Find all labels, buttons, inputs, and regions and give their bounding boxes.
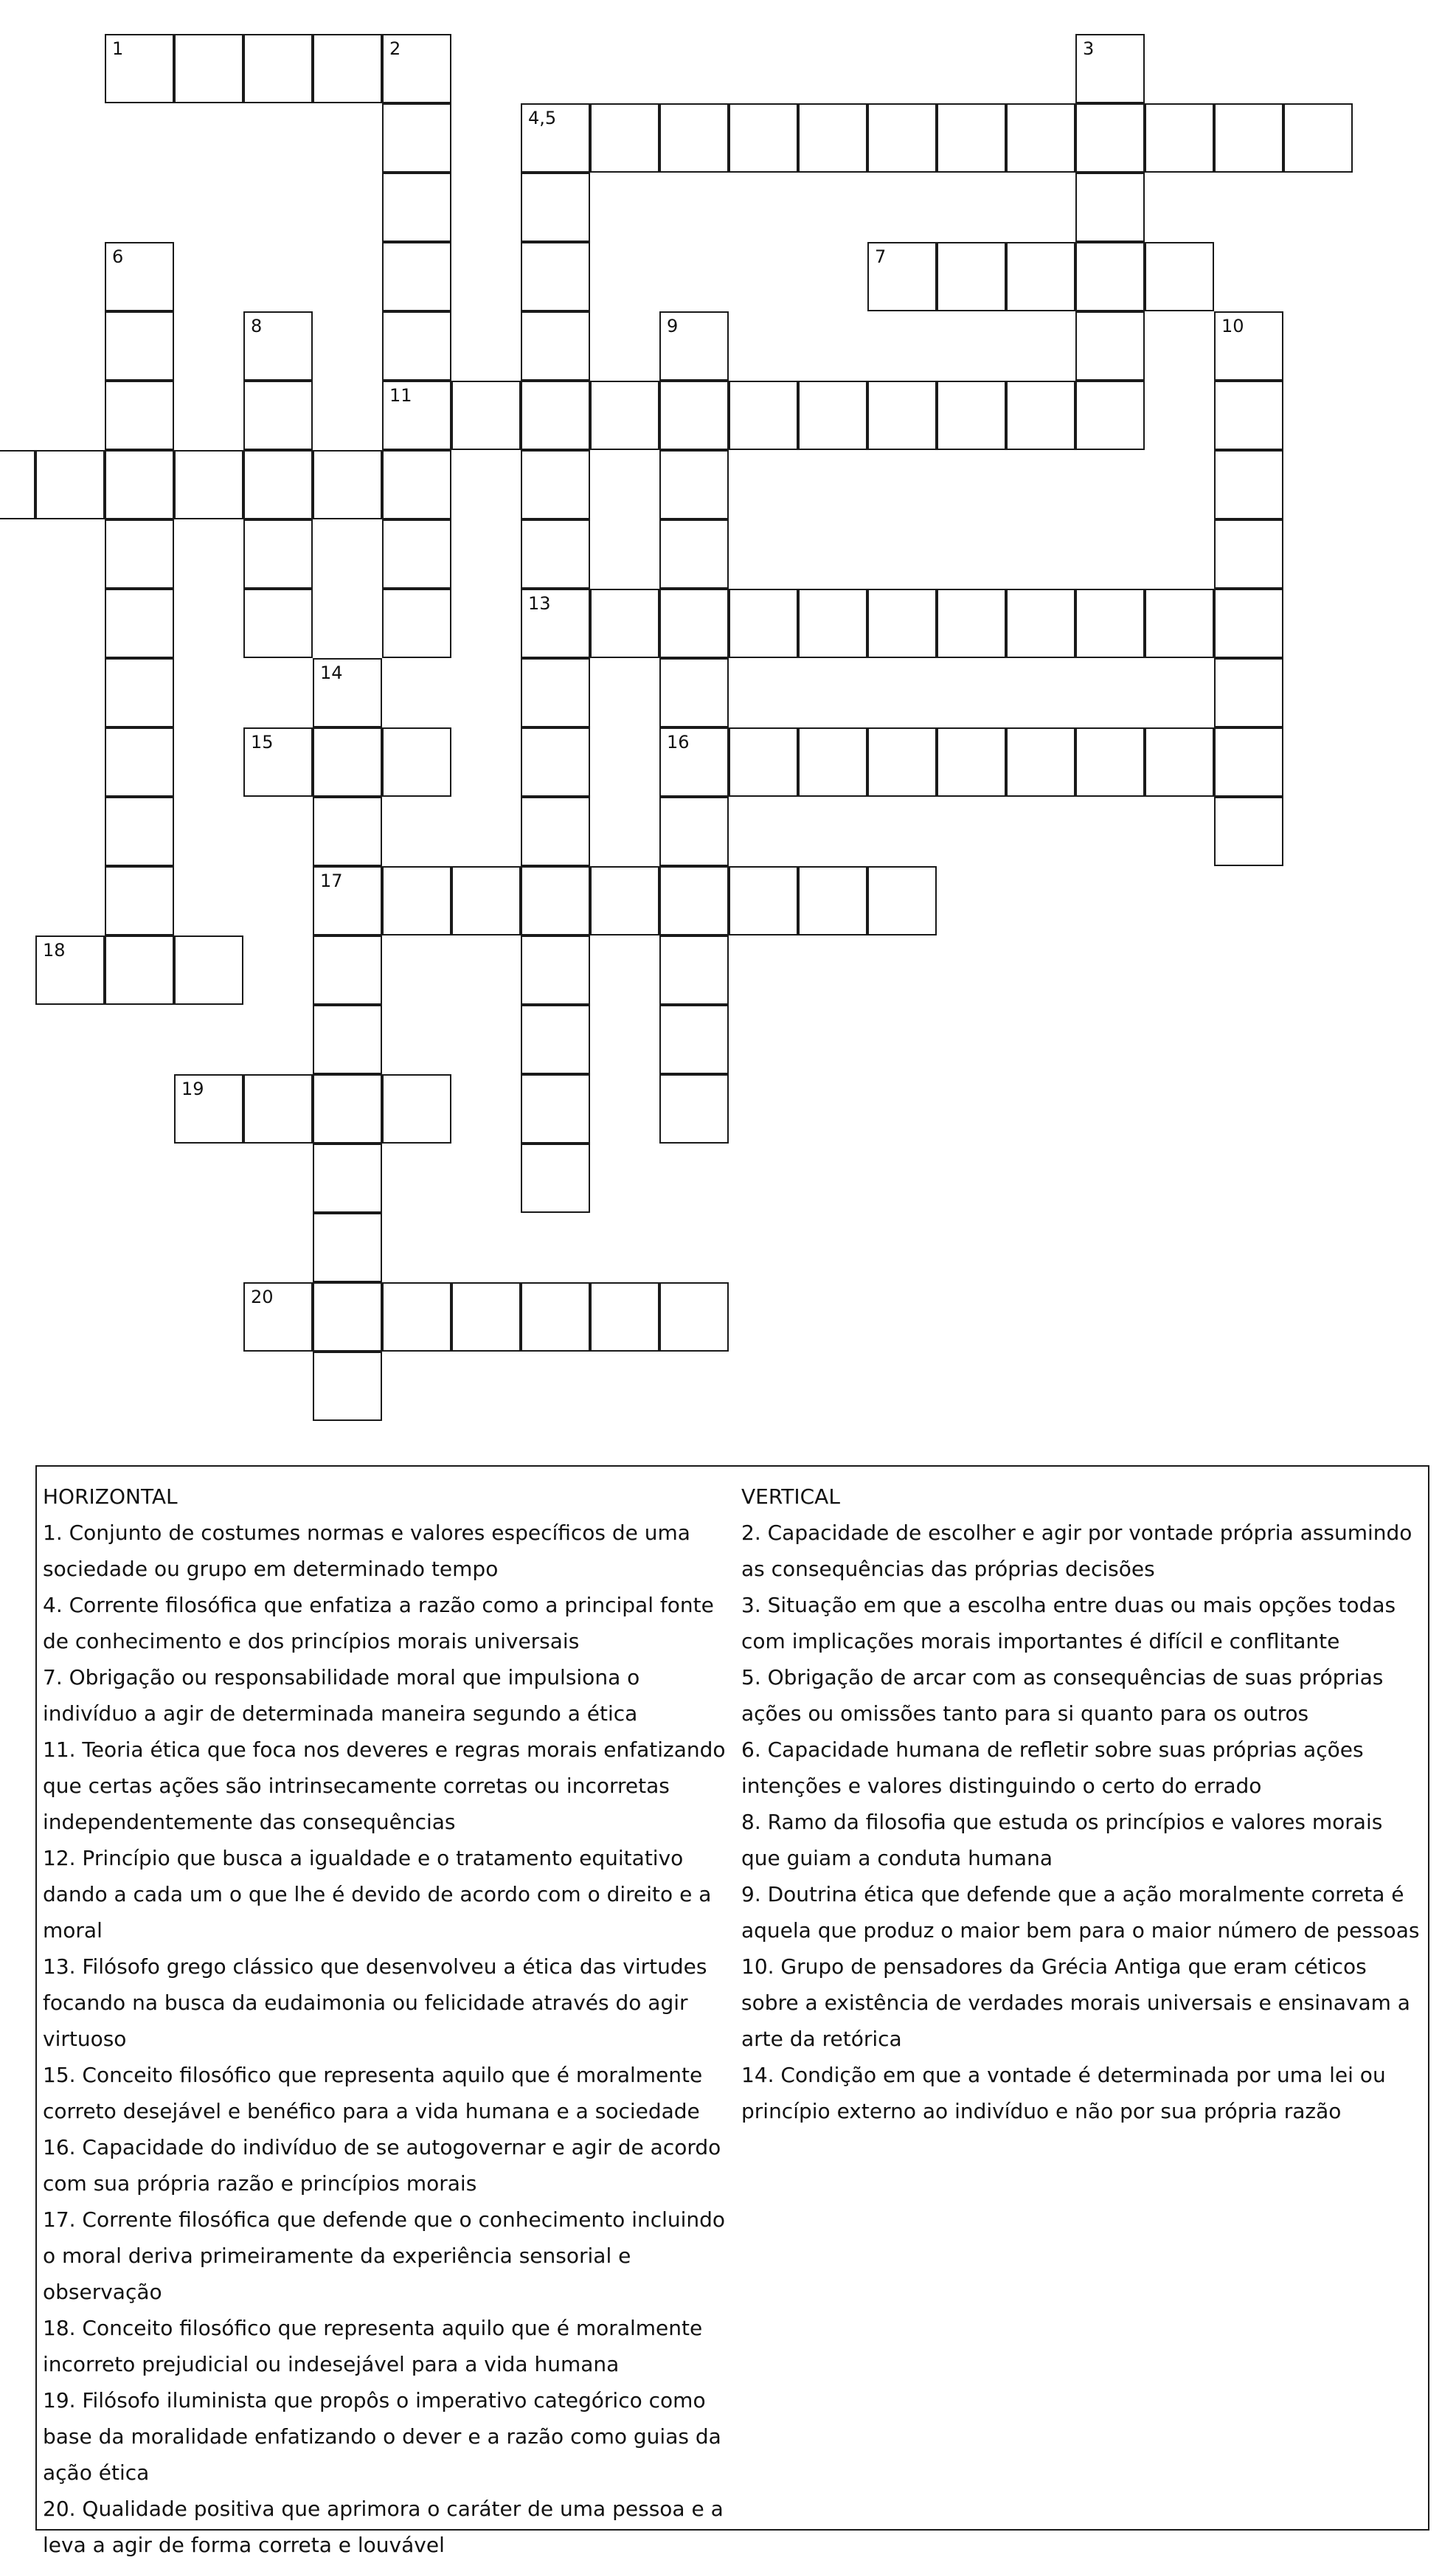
grid-cell[interactable] [867,727,937,797]
grid-cell[interactable] [313,1074,382,1144]
grid-cell[interactable] [1214,103,1283,173]
vertical-heading: VERTICAL [741,1484,840,1509]
grid-cell[interactable] [798,589,867,658]
grid-cell[interactable] [382,242,451,311]
clue-number: 19 [181,1079,204,1099]
clue-h-16: 16. Capacidade do indivíduo de se autogovernar e agir de acordo com sua própria razão e princípios morais [43,2135,721,2196]
grid-cell[interactable] [729,727,798,797]
grid-cell[interactable] [382,103,451,173]
grid-cell[interactable] [659,1074,729,1144]
grid-cell[interactable] [105,935,174,1005]
grid-cell[interactable] [659,450,729,519]
grid-cell[interactable] [659,519,729,589]
grid-cell[interactable] [105,797,174,866]
grid-cell[interactable] [937,727,1006,797]
clue-number: 11 [389,385,412,406]
grid-cell[interactable] [937,103,1006,173]
grid-cell[interactable] [521,1144,590,1213]
grid-cell[interactable] [313,866,382,935]
grid-cell[interactable] [867,381,937,450]
grid-cell[interactable] [521,1282,590,1352]
grid-cell[interactable] [313,1282,382,1352]
grid-cell[interactable] [1075,103,1145,173]
clue-h-7: 7. Obrigação ou responsabilidade moral que impulsiona o indivíduo a agir de determinada maneira segundo a ética [43,1665,640,1726]
grid-cell[interactable] [1214,381,1283,450]
grid-cell[interactable] [521,866,590,935]
grid-cell[interactable] [105,242,174,311]
clue-v-3: 3. Situação em que a escolha entre duas ou mais opções todas com implicações morais importantes é difícil e conflitante [741,1593,1396,1653]
grid-cell[interactable] [105,450,174,519]
grid-cell[interactable] [867,866,937,935]
grid-cell[interactable] [313,797,382,866]
clue-number: 17 [320,871,343,891]
clue-box [35,1465,1429,2557]
grid-cell[interactable] [659,727,729,797]
grid-cell[interactable] [1006,589,1075,658]
grid-cell[interactable] [382,173,451,242]
grid-cell[interactable] [1214,658,1283,727]
grid-cell[interactable] [729,589,798,658]
grid-cell[interactable] [243,1074,313,1144]
grid-cell[interactable] [1145,589,1214,658]
grid-cell[interactable] [382,311,451,381]
grid-cell[interactable] [659,1282,729,1352]
grid-cell[interactable] [174,34,243,103]
grid-cell[interactable] [521,727,590,797]
grid-cell[interactable] [174,450,243,519]
grid-cell[interactable] [521,311,590,381]
grid-cell[interactable] [659,1005,729,1074]
clue-number: 9 [667,316,679,336]
clue-number: 14 [320,663,343,683]
grid-cell[interactable] [659,103,729,173]
grid-cell[interactable] [729,381,798,450]
grid-cell[interactable] [313,727,382,797]
grid-cell[interactable] [867,103,937,173]
clue-v-2: 2. Capacidade de escolher e agir por vontade própria assumindo as consequências das próprias decisões [741,1521,1412,1581]
grid-cell[interactable] [521,381,590,450]
vertical-clues [741,1478,1424,2129]
grid-cell[interactable] [1214,797,1283,866]
grid-cell[interactable] [659,658,729,727]
clue-number: 15 [251,732,274,753]
grid-cell[interactable] [313,1144,382,1213]
clue-number: 20 [251,1287,274,1307]
grid-cell[interactable] [243,727,313,797]
clue-number: 3 [1083,38,1095,59]
grid-cell[interactable] [659,866,729,935]
grid-cell[interactable] [1145,103,1214,173]
clue-h-19: 19. Filósofo iluminista que propôs o imperativo categórico como base da moralidade enfatizando o dever e a razão como guias da ação ética [43,2388,721,2485]
grid-cell[interactable] [451,1282,521,1352]
grid-cell[interactable] [382,519,451,589]
grid-cell[interactable] [1214,519,1283,589]
grid-cell[interactable] [105,34,174,103]
grid-cell[interactable] [521,173,590,242]
grid-cell[interactable] [590,1282,659,1352]
grid-cell[interactable] [521,658,590,727]
grid-cell[interactable] [798,727,867,797]
grid-cell[interactable] [937,381,1006,450]
clue-h-11: 11. Teoria ética que foca nos deveres e regras morais enfatizando que certas ações são intrinsecamente corretas ou incorretas independentemente das consequências [43,1737,726,1834]
grid-cell[interactable] [382,727,451,797]
clue-number: 13 [528,593,551,614]
grid-cell[interactable] [243,34,313,103]
grid-cell[interactable] [451,866,521,935]
grid-cell[interactable] [1145,242,1214,311]
clue-v-14: 14. Condição em que a vontade é determinada por uma lei ou princípio externo ao indivíduo e não por sua própria razão [741,2063,1386,2123]
grid-cell[interactable] [313,1005,382,1074]
grid-cell[interactable] [174,1074,243,1144]
grid-cell[interactable] [382,1282,451,1352]
grid-cell[interactable] [1214,589,1283,658]
grid-cell[interactable] [521,935,590,1005]
clue-h-17: 17. Corrente filosófica que defende que o conhecimento incluindo o moral deriva primeiramente da experiência sensorial e observação [43,2207,726,2304]
grid-cell[interactable] [1006,103,1075,173]
grid-cell[interactable] [659,935,729,1005]
clue-v-6: 6. Capacidade humana de refletir sobre suas próprias ações intenções e valores distinguindo o certo do errado [741,1737,1364,1798]
grid-cell[interactable] [243,519,313,589]
grid-cell[interactable] [937,242,1006,311]
clue-number: 10 [1221,316,1244,336]
grid-cell[interactable] [521,519,590,589]
grid-cell[interactable] [382,1074,451,1144]
grid-cell[interactable] [521,797,590,866]
grid-cell[interactable] [659,381,729,450]
grid-cell[interactable] [937,589,1006,658]
grid-cell[interactable] [313,450,382,519]
clue-h-13: 13. Filósofo grego clássico que desenvolveu a ética das virtudes focando na busca da eudaimonia ou felicidade através do agir virtuoso [43,1954,707,2051]
grid-cell[interactable] [798,103,867,173]
clue-h-15: 15. Conceito filosófico que representa aquilo que é moralmente correto desejável e benéfico para a vida humana e a sociedade [43,2063,703,2123]
grid-cell[interactable] [521,450,590,519]
grid-cell[interactable] [0,450,35,519]
grid-cell[interactable] [313,935,382,1005]
grid-cell[interactable] [382,450,451,519]
clue-number: 2 [389,38,401,59]
clue-number: 6 [112,246,124,267]
grid-cell[interactable] [243,1282,313,1352]
grid-cell[interactable] [798,381,867,450]
clue-number: 1 [112,38,124,59]
grid-cell[interactable] [1283,103,1353,173]
grid-cell[interactable] [867,242,937,311]
grid-cell[interactable] [174,935,243,1005]
grid-cell[interactable] [798,866,867,935]
grid-cell[interactable] [451,381,521,450]
clue-number: 16 [667,732,690,753]
clue-v-9: 9. Doutrina ética que defende que a ação moralmente correta é aquela que produz o maior bem para o maior número de pessoas [741,1882,1420,1943]
grid-cell[interactable] [1214,450,1283,519]
grid-cell[interactable] [1006,242,1075,311]
clue-number: 7 [875,246,887,267]
clue-v-8: 8. Ramo da filosofia que estuda os princípios e valores morais que guiam a conduta humana [741,1810,1383,1870]
grid-cell[interactable] [659,797,729,866]
grid-cell[interactable] [105,311,174,381]
grid-cell[interactable] [382,34,451,103]
grid-cell[interactable] [1075,242,1145,311]
grid-cell[interactable] [382,589,451,658]
grid-cell[interactable] [105,381,174,450]
grid-cell[interactable] [1145,727,1214,797]
horizontal-clues [43,1478,740,2563]
grid-cell[interactable] [382,381,451,450]
horizontal-heading: HORIZONTAL [43,1484,178,1509]
grid-cell[interactable] [659,589,729,658]
grid-cell[interactable] [243,589,313,658]
grid-cell[interactable] [521,103,590,173]
grid-cell[interactable] [105,658,174,727]
grid-cell[interactable] [105,519,174,589]
clue-h-12: 12. Princípio que busca a igualdade e o tratamento equitativo dando a cada um o que lhe é devido de acordo com o direito e a moral [43,1846,712,1943]
grid-cell[interactable] [1006,381,1075,450]
grid-cell[interactable] [105,727,174,797]
grid-cell[interactable] [521,242,590,311]
clue-number: 4,5 [528,108,557,128]
grid-cell[interactable] [1075,34,1145,103]
grid-cell[interactable] [243,311,313,381]
grid-cell[interactable] [521,589,590,658]
grid-cell[interactable] [105,589,174,658]
grid-cell[interactable] [521,1005,590,1074]
clue-v-10: 10. Grupo de pensadores da Grécia Antiga que eram céticos sobre a existência de verdades morais universais e ensinavam a arte da retórica [741,1954,1410,2051]
grid-cell[interactable] [659,311,729,381]
grid-cell[interactable] [313,658,382,727]
grid-cell[interactable] [1214,727,1283,797]
grid-cell[interactable] [590,866,659,935]
grid-cell[interactable] [729,103,798,173]
grid-cell[interactable] [313,1213,382,1282]
grid-cell[interactable] [521,1074,590,1144]
grid-cell[interactable] [1075,727,1145,797]
grid-cell[interactable] [1006,727,1075,797]
grid-cell[interactable] [590,381,659,450]
grid-cell[interactable] [590,589,659,658]
grid-cell[interactable] [867,589,937,658]
clue-h-18: 18. Conceito filosófico que representa aquilo que é moralmente incorreto prejudicial ou indesejável para a vida humana [43,2316,703,2376]
grid-cell[interactable] [243,450,313,519]
clue-number: 8 [251,316,263,336]
grid-cell[interactable] [729,866,798,935]
grid-cell[interactable] [1075,589,1145,658]
grid-cell[interactable] [35,450,105,519]
grid-cell[interactable] [1214,311,1283,381]
clue-h-20: 20. Qualidade positiva que aprimora o caráter de uma pessoa e a leva a agir de forma correta e louvável [43,2497,724,2557]
grid-cell[interactable] [382,866,451,935]
clue-number: 18 [43,940,66,961]
grid-cell[interactable] [313,1352,382,1421]
clue-h-4: 4. Corrente filosófica que enfatiza a razão como a principal fonte de conhecimento e dos princípios morais universais [43,1593,714,1653]
grid-cell[interactable] [1075,311,1145,381]
grid-cell[interactable] [35,935,105,1005]
grid-cell[interactable] [1075,381,1145,450]
grid-cell[interactable] [105,866,174,935]
clue-h-1: 1. Conjunto de costumes normas e valores específicos de uma sociedade ou grupo em determinado tempo [43,1521,690,1581]
grid-cell[interactable] [243,381,313,450]
grid-cell[interactable] [313,34,382,103]
grid-cell[interactable] [590,103,659,173]
clue-v-5: 5. Obrigação de arcar com as consequências de suas próprias ações ou omissões tanto para si quanto para os outros [741,1665,1384,1726]
grid-cell[interactable] [1075,173,1145,242]
